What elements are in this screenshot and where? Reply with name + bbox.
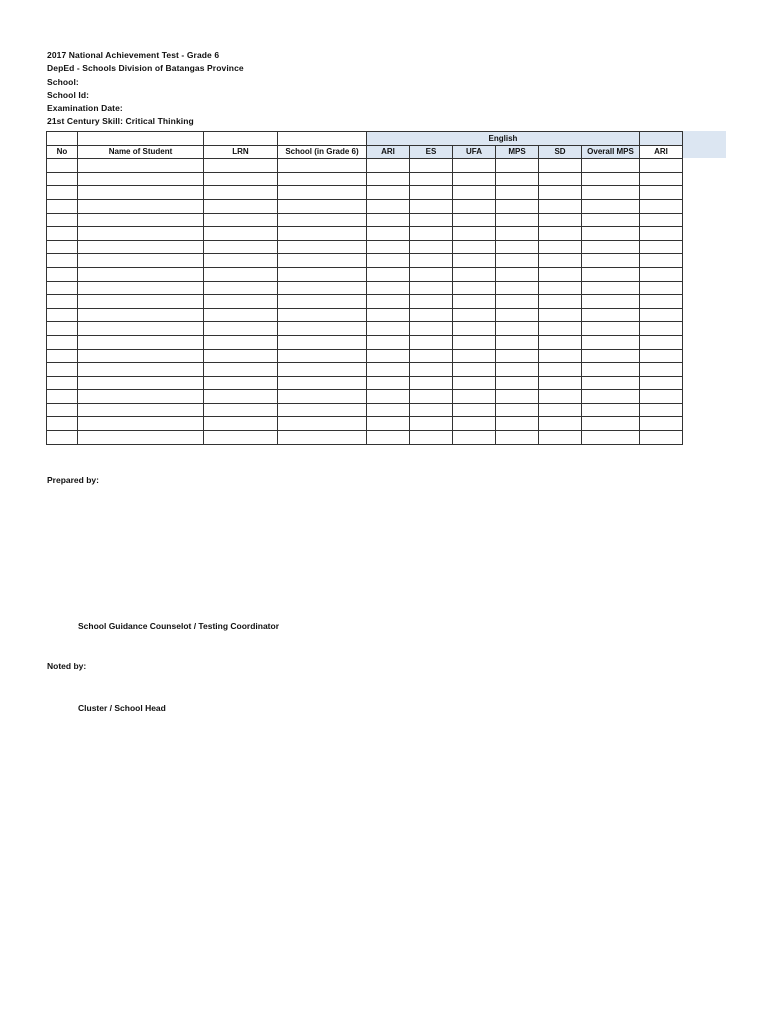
col-header-ari-2: ARI — [640, 145, 683, 159]
table-cell — [47, 363, 78, 377]
table-cell — [640, 349, 683, 363]
table-cell — [539, 159, 582, 173]
table-cell — [278, 172, 367, 186]
table-cell — [367, 172, 410, 186]
table-cell — [496, 240, 539, 254]
table-cell — [204, 267, 278, 281]
table-cell — [539, 172, 582, 186]
table-cell — [204, 172, 278, 186]
table-cell — [582, 281, 640, 295]
table-row — [47, 390, 683, 404]
table-cell — [204, 390, 278, 404]
table-cell — [453, 267, 496, 281]
table-cell — [204, 295, 278, 309]
table-cell — [410, 267, 453, 281]
table-cell — [539, 431, 582, 445]
table-cell — [47, 172, 78, 186]
table-row — [47, 335, 683, 349]
table-cell — [453, 308, 496, 322]
table-cell — [539, 390, 582, 404]
table-row — [47, 159, 683, 173]
results-table — [46, 131, 683, 445]
table-cell — [410, 240, 453, 254]
table-cell — [410, 335, 453, 349]
table-cell — [367, 335, 410, 349]
table-cell — [47, 308, 78, 322]
table-cell — [453, 186, 496, 200]
blank-cell — [78, 132, 204, 146]
table-cell — [539, 240, 582, 254]
table-cell — [367, 213, 410, 227]
table-cell — [453, 295, 496, 309]
table-cell — [539, 363, 582, 377]
table-row — [47, 308, 683, 322]
table-row — [47, 227, 683, 241]
table-cell — [278, 281, 367, 295]
table-cell — [453, 403, 496, 417]
report-header — [47, 49, 244, 129]
table-cell — [496, 295, 539, 309]
table-row — [47, 417, 683, 431]
table-cell — [47, 390, 78, 404]
table-cell — [47, 335, 78, 349]
table-cell — [539, 199, 582, 213]
table-cell — [410, 227, 453, 241]
table-cell — [582, 390, 640, 404]
table-cell — [640, 213, 683, 227]
table-cell — [204, 376, 278, 390]
skill-label: 21st Century Skill: Critical Thinking — [47, 116, 194, 127]
table-cell — [278, 199, 367, 213]
table-row — [47, 254, 683, 268]
table-cell — [278, 254, 367, 268]
table-cell — [410, 295, 453, 309]
table-cell — [496, 186, 539, 200]
table-cell — [410, 431, 453, 445]
table-cell — [78, 240, 204, 254]
table-cell — [367, 159, 410, 173]
table-cell — [410, 363, 453, 377]
table-cell — [78, 390, 204, 404]
table-cell — [539, 335, 582, 349]
table-cell — [47, 267, 78, 281]
table-cell — [278, 376, 367, 390]
col-header-overall-mps: Overall MPS — [582, 145, 640, 159]
col-header-name: Name of Student — [78, 145, 204, 159]
table-cell — [496, 322, 539, 336]
school-label: School: — [47, 76, 79, 87]
table-cell — [204, 227, 278, 241]
table-cell — [410, 281, 453, 295]
table-cell — [453, 240, 496, 254]
table-cell — [410, 403, 453, 417]
table-cell — [47, 240, 78, 254]
table-cell — [453, 227, 496, 241]
table-cell — [204, 431, 278, 445]
table-cell — [582, 376, 640, 390]
table-cell — [47, 376, 78, 390]
table-cell — [278, 363, 367, 377]
table-cell — [78, 417, 204, 431]
table-cell — [539, 295, 582, 309]
table-cell — [453, 376, 496, 390]
table-cell — [582, 186, 640, 200]
table-cell — [367, 267, 410, 281]
table-cell — [640, 172, 683, 186]
table-cell — [367, 403, 410, 417]
header-fill-extension — [683, 131, 726, 158]
col-header-mps: MPS — [496, 145, 539, 159]
table-cell — [582, 431, 640, 445]
table-cell — [496, 335, 539, 349]
table-cell — [204, 159, 278, 173]
table-cell — [453, 335, 496, 349]
table-cell — [582, 417, 640, 431]
table-cell — [496, 363, 539, 377]
table-cell — [640, 295, 683, 309]
table-cell — [496, 267, 539, 281]
col-header-es: ES — [410, 145, 453, 159]
table-cell — [78, 159, 204, 173]
table-cell — [47, 417, 78, 431]
table-cell — [47, 281, 78, 295]
table-cell — [204, 335, 278, 349]
group-header-row — [47, 132, 683, 146]
table-cell — [582, 227, 640, 241]
table-cell — [78, 403, 204, 417]
table-cell — [582, 363, 640, 377]
report-title: 2017 National Achievement Test - Grade 6 — [47, 50, 220, 60]
table-cell — [539, 213, 582, 227]
table-cell — [47, 322, 78, 336]
table-cell — [410, 308, 453, 322]
table-cell — [78, 281, 204, 295]
table-cell — [278, 349, 367, 363]
table-cell — [539, 227, 582, 241]
table-cell — [539, 281, 582, 295]
school-head-title: Cluster / School Head — [78, 703, 166, 713]
prepared-by-label: Prepared by: — [47, 475, 99, 485]
table-cell — [582, 254, 640, 268]
table-row — [47, 186, 683, 200]
table-cell — [496, 227, 539, 241]
table-cell — [640, 390, 683, 404]
division-line: DepEd - Schools Division of Batangas Province — [47, 63, 244, 74]
blank-cell — [278, 132, 367, 146]
table-cell — [453, 199, 496, 213]
table-cell — [496, 390, 539, 404]
table-cell — [367, 322, 410, 336]
table-cell — [47, 199, 78, 213]
table-cell — [204, 199, 278, 213]
table-cell — [496, 213, 539, 227]
table-cell — [453, 390, 496, 404]
table-cell — [47, 349, 78, 363]
table-cell — [453, 417, 496, 431]
table-cell — [278, 417, 367, 431]
table-cell — [78, 308, 204, 322]
table-cell — [204, 417, 278, 431]
table-cell — [78, 431, 204, 445]
table-cell — [496, 349, 539, 363]
table-cell — [410, 390, 453, 404]
table-cell — [496, 376, 539, 390]
table-cell — [640, 281, 683, 295]
counselor-title: School Guidance Counselot / Testing Coordinator — [78, 621, 280, 631]
table-cell — [78, 199, 204, 213]
table-cell — [367, 390, 410, 404]
table-cell — [453, 172, 496, 186]
table-cell — [367, 254, 410, 268]
table-row — [47, 349, 683, 363]
noted-by-label: Noted by: — [47, 661, 87, 671]
table-cell — [367, 240, 410, 254]
table-cell — [640, 267, 683, 281]
table-cell — [204, 213, 278, 227]
table-row — [47, 295, 683, 309]
table-cell — [278, 335, 367, 349]
column-header-row — [47, 145, 683, 159]
table-cell — [47, 295, 78, 309]
table-cell — [367, 349, 410, 363]
table-cell — [204, 281, 278, 295]
blank-cell — [47, 132, 78, 146]
table-cell — [367, 199, 410, 213]
table-cell — [367, 431, 410, 445]
table-row — [47, 267, 683, 281]
table-cell — [453, 254, 496, 268]
table-cell — [410, 349, 453, 363]
table-cell — [453, 159, 496, 173]
table-cell — [539, 417, 582, 431]
table-cell — [278, 213, 367, 227]
col-header-sd: SD — [539, 145, 582, 159]
table-cell — [453, 213, 496, 227]
table-cell — [367, 376, 410, 390]
table-cell — [410, 376, 453, 390]
table-cell — [78, 254, 204, 268]
next-group-header — [640, 132, 683, 146]
table-cell — [367, 363, 410, 377]
table-cell — [640, 254, 683, 268]
table-cell — [410, 322, 453, 336]
table-cell — [278, 159, 367, 173]
table-cell — [539, 186, 582, 200]
table-cell — [640, 308, 683, 322]
table-cell — [582, 403, 640, 417]
table-cell — [539, 322, 582, 336]
col-header-ufa: UFA — [453, 145, 496, 159]
table-cell — [204, 349, 278, 363]
table-cell — [496, 199, 539, 213]
table-cell — [78, 227, 204, 241]
table-cell — [278, 390, 367, 404]
table-cell — [47, 254, 78, 268]
table-cell — [78, 213, 204, 227]
table-cell — [78, 322, 204, 336]
table-cell — [367, 417, 410, 431]
english-group-header: English — [367, 132, 640, 146]
table-cell — [278, 186, 367, 200]
table-cell — [453, 431, 496, 445]
table-cell — [640, 431, 683, 445]
table-cell — [496, 417, 539, 431]
table-cell — [78, 376, 204, 390]
table-cell — [367, 308, 410, 322]
table-cell — [367, 227, 410, 241]
table-cell — [496, 308, 539, 322]
col-header-lrn: LRN — [204, 145, 278, 159]
table-cell — [539, 267, 582, 281]
table-cell — [453, 322, 496, 336]
table-cell — [204, 186, 278, 200]
table-cell — [496, 172, 539, 186]
table-cell — [204, 254, 278, 268]
col-header-school: School (in Grade 6) — [278, 145, 367, 159]
table-cell — [278, 431, 367, 445]
table-cell — [410, 199, 453, 213]
table-cell — [78, 335, 204, 349]
table-cell — [410, 159, 453, 173]
table-cell — [640, 417, 683, 431]
table-cell — [582, 199, 640, 213]
col-header-no: No — [47, 145, 78, 159]
table-cell — [278, 403, 367, 417]
table-cell — [582, 295, 640, 309]
table-cell — [410, 254, 453, 268]
table-cell — [410, 213, 453, 227]
table-cell — [278, 322, 367, 336]
table-cell — [204, 322, 278, 336]
table-cell — [539, 403, 582, 417]
table-cell — [47, 403, 78, 417]
table-row — [47, 213, 683, 227]
table-row — [47, 363, 683, 377]
table-cell — [47, 213, 78, 227]
table-cell — [78, 267, 204, 281]
table-cell — [78, 349, 204, 363]
table-cell — [539, 376, 582, 390]
table-cell — [410, 417, 453, 431]
table-cell — [640, 376, 683, 390]
table-cell — [582, 349, 640, 363]
table-cell — [496, 403, 539, 417]
table-cell — [640, 363, 683, 377]
table-cell — [640, 227, 683, 241]
table-cell — [78, 186, 204, 200]
table-cell — [410, 172, 453, 186]
table-cell — [640, 335, 683, 349]
table-cell — [367, 281, 410, 295]
table-cell — [278, 240, 367, 254]
table-cell — [496, 254, 539, 268]
table-cell — [47, 227, 78, 241]
col-header-ari: ARI — [367, 145, 410, 159]
table-row — [47, 376, 683, 390]
table-cell — [204, 403, 278, 417]
table-row — [47, 199, 683, 213]
table-row — [47, 322, 683, 336]
table-cell — [496, 159, 539, 173]
table-cell — [204, 240, 278, 254]
table-cell — [278, 295, 367, 309]
table-cell — [496, 281, 539, 295]
table-cell — [582, 322, 640, 336]
table-cell — [582, 335, 640, 349]
table-cell — [278, 227, 367, 241]
table-cell — [453, 349, 496, 363]
table-cell — [204, 363, 278, 377]
table-row — [47, 403, 683, 417]
table-cell — [582, 240, 640, 254]
table-cell — [640, 199, 683, 213]
table-cell — [640, 240, 683, 254]
table-cell — [539, 349, 582, 363]
exam-date-label: Examination Date: — [47, 103, 123, 114]
table-cell — [640, 403, 683, 417]
table-cell — [496, 431, 539, 445]
table-row — [47, 172, 683, 186]
table-cell — [582, 308, 640, 322]
table-cell — [410, 186, 453, 200]
table-cell — [539, 254, 582, 268]
table-cell — [78, 172, 204, 186]
table-cell — [539, 308, 582, 322]
table-cell — [582, 213, 640, 227]
table-cell — [47, 159, 78, 173]
table-cell — [453, 363, 496, 377]
table-row — [47, 281, 683, 295]
table-cell — [367, 295, 410, 309]
table-cell — [47, 431, 78, 445]
table-cell — [453, 281, 496, 295]
table-cell — [640, 159, 683, 173]
table-cell — [278, 308, 367, 322]
table-cell — [47, 186, 78, 200]
table-cell — [204, 308, 278, 322]
table-cell — [78, 295, 204, 309]
table-row — [47, 240, 683, 254]
school-id-label: School Id: — [47, 89, 90, 100]
table-cell — [640, 322, 683, 336]
table-cell — [78, 363, 204, 377]
blank-cell — [204, 132, 278, 146]
table-row — [47, 431, 683, 445]
table-cell — [640, 186, 683, 200]
table-cell — [582, 172, 640, 186]
table-cell — [367, 186, 410, 200]
table-cell — [278, 267, 367, 281]
table-cell — [582, 267, 640, 281]
table-cell — [582, 159, 640, 173]
